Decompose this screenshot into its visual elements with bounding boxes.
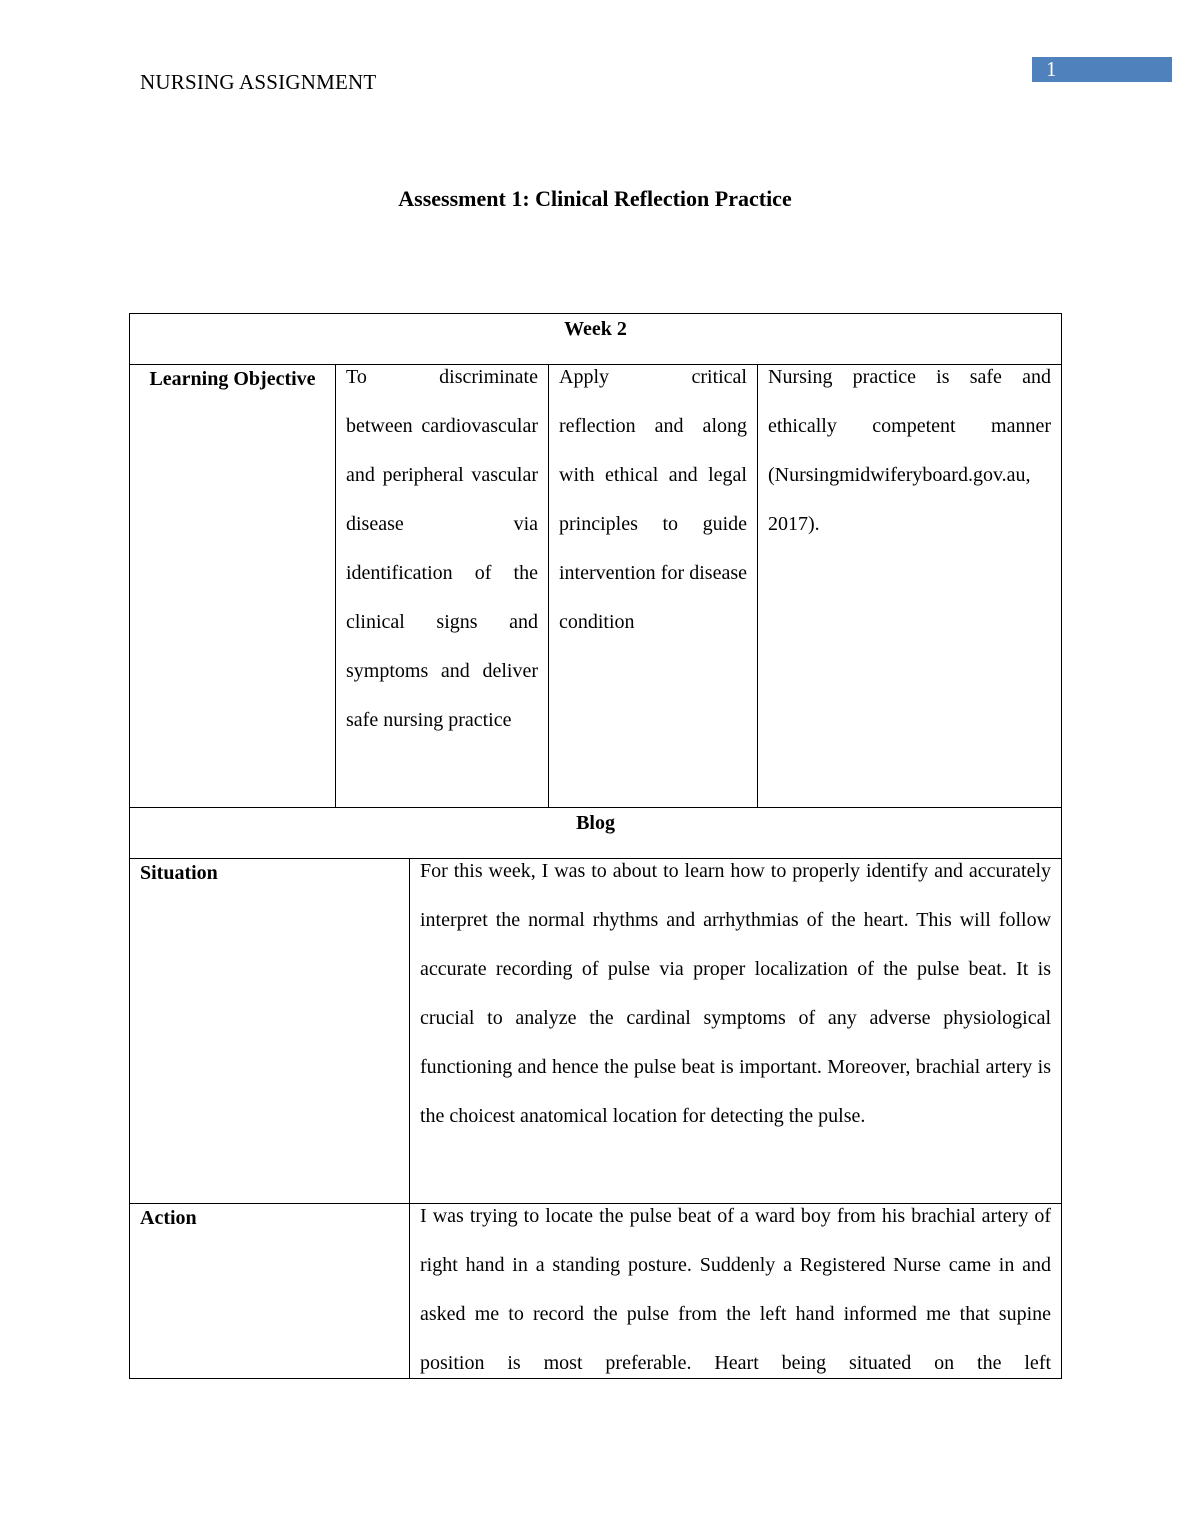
action-label: Action xyxy=(130,1204,410,1379)
situation-text: For this week, I was to about to learn how to properly identify and accurately interpret the normal rhythms and arrhythmias of the heart. This will follow accurate recording of pulse via proper localization of the pulse beat. It is crucial to analyze the cardinal symptoms of any adverse physiological functioning and hence the pulse beat is important. Moreover, brachial artery is the choicest anatomical location for detecting the pulse. xyxy=(420,860,1052,1127)
learning-objective-col2 xyxy=(549,365,758,808)
learning-objective-col1-text: To discriminate between cardiovascular and peripheral vascular disease via identification of the clinical signs and symptoms and deliver safe nursing practice xyxy=(346,366,538,731)
reflection-table xyxy=(129,313,1062,1379)
week-heading: Week 2 xyxy=(130,314,1062,365)
page-number-badge: 1 xyxy=(1032,57,1172,82)
document-title: Assessment 1: Clinical Reflection Practice xyxy=(398,186,792,211)
action-row xyxy=(130,1204,1062,1379)
situation-cell xyxy=(410,859,1062,1204)
situation-row xyxy=(130,859,1062,1204)
learning-objective-col3 xyxy=(758,365,1062,808)
action-text: I was trying to locate the pulse beat of a ward boy from his brachial artery of right hand in a standing posture. Suddenly a Registered Nurse came in and asked me to record the pulse from the left hand informed me that supine position is most preferable. Heart being situated on the left xyxy=(420,1205,1052,1374)
learning-objective-col2-text: Apply critical reflection and along with ethical and legal principles to guide intervention for disease condition xyxy=(559,366,747,633)
learning-objective-row xyxy=(130,365,1062,808)
situation-label: Situation xyxy=(130,859,410,1204)
learning-objective-col1 xyxy=(336,365,549,808)
learning-objective-label: Learning Objective xyxy=(130,365,336,808)
running-header-title: NURSING ASSIGNMENT xyxy=(140,70,377,94)
learning-objective-col3-text: Nursing practice is safe and ethically competent manner (Nursingmidwiferyboard.gov.au, 2017). xyxy=(768,366,1052,535)
blog-heading: Blog xyxy=(130,808,1062,859)
action-cell xyxy=(410,1204,1062,1379)
